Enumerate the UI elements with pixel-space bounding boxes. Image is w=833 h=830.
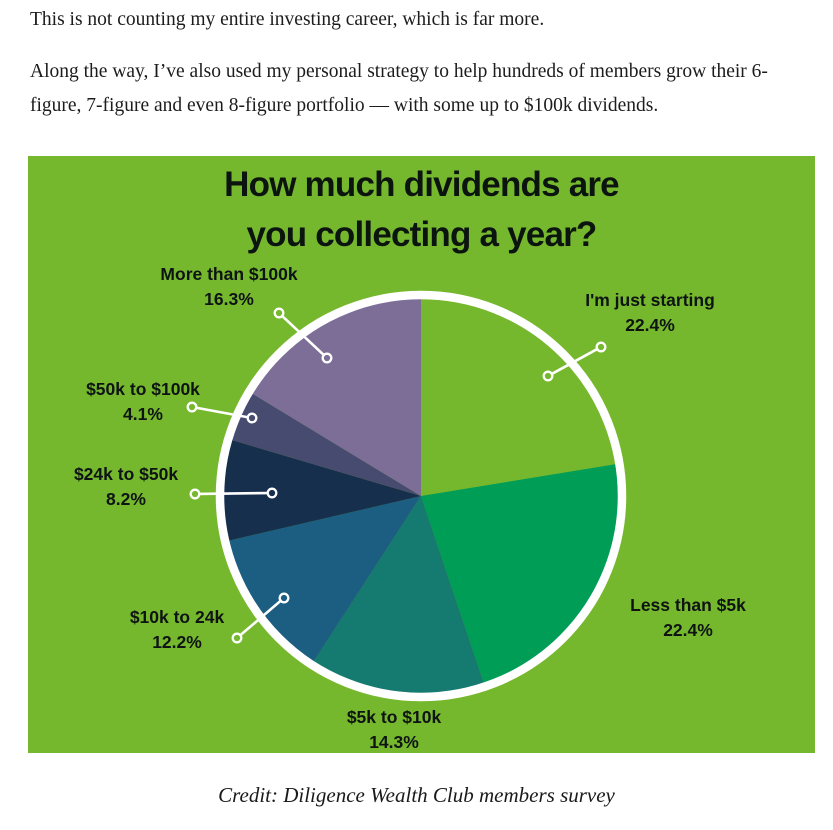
pie-label-percent: 12.2% [152, 632, 202, 652]
pie-label-percent: 16.3% [204, 289, 254, 309]
paragraph-strategy: Along the way, I’ve also used my personal strategy to help hundreds of members grow their 6-figure, 7-figure and even 8-figure portfolio — with some up to $100k dividends. [30, 61, 768, 116]
pie-label-0 [585, 288, 715, 338]
leader-dot [597, 343, 606, 352]
pie-label-text: $24k to $50k [73, 464, 179, 484]
paragraph-career: This is not counting my entire investing career, which is far more. [30, 9, 545, 30]
pie-label-text: $50k to $100k [86, 379, 200, 399]
leader-line [199, 493, 267, 494]
dividends-chart-card [28, 156, 815, 753]
chart-title-line-1: How much dividends are [224, 165, 619, 204]
pie-label-text: $10k to 24k [129, 607, 225, 627]
pie-label-percent: 22.4% [663, 620, 713, 640]
chart-title-line-2: you collecting a year? [246, 215, 597, 254]
pie-label-5 [86, 377, 200, 427]
pie-label-6 [160, 262, 297, 312]
pie-label-text: $5k to $10k [346, 707, 442, 727]
pie-label-3 [130, 605, 224, 655]
pie-label-percent: 14.3% [369, 732, 419, 752]
pie-label-text: More than $100k [160, 264, 298, 284]
chart-credit: Credit: Diligence Wealth Club members survey [218, 783, 615, 807]
chart-title [28, 160, 815, 260]
pie-label-4 [74, 462, 178, 512]
pie-label-percent: 8.2% [106, 489, 146, 509]
pie-label-text: Less than $5k [630, 595, 746, 615]
pie-label-percent: 4.1% [123, 404, 163, 424]
pie-label-1 [630, 593, 746, 643]
pie-label-text: I'm just starting [585, 290, 715, 310]
leader-dot [233, 634, 242, 643]
pie-label-percent: 22.4% [625, 315, 675, 335]
pie-label-2 [347, 705, 441, 755]
